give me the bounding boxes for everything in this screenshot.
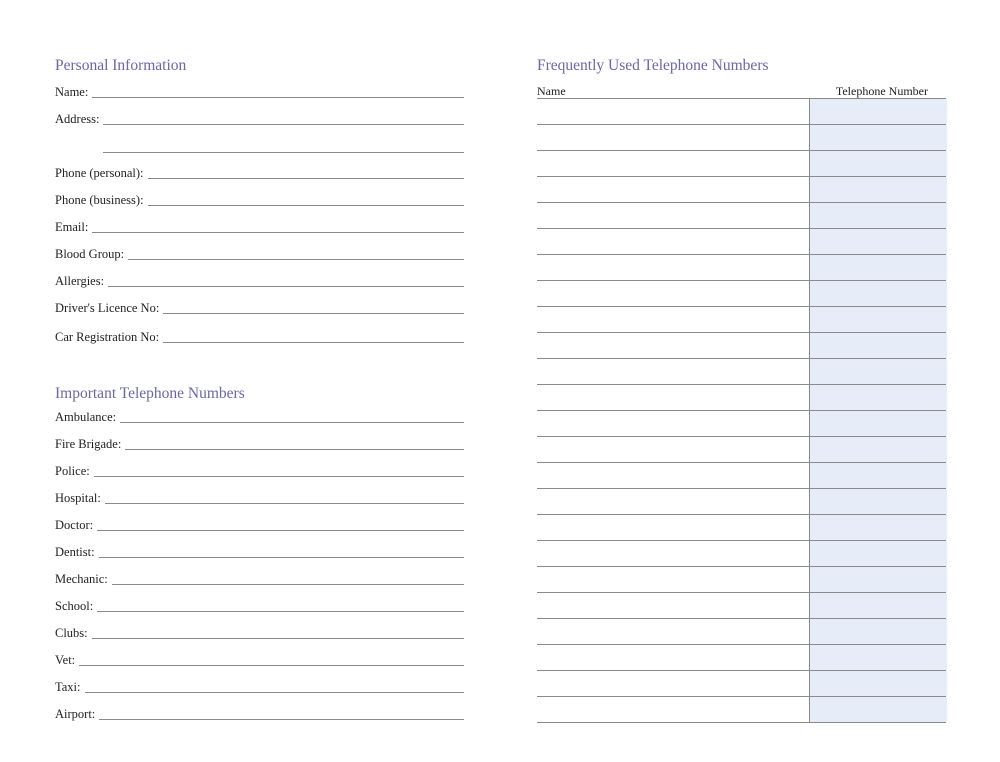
table-body <box>537 99 946 723</box>
table-row <box>537 333 946 359</box>
field-label: Taxi: <box>55 679 81 694</box>
field-name[interactable] <box>55 80 464 100</box>
field-line <box>92 96 464 98</box>
table-row <box>537 671 946 697</box>
name-cell[interactable] <box>537 593 809 618</box>
name-cell[interactable] <box>537 255 809 280</box>
name-cell[interactable] <box>537 385 809 410</box>
table-row <box>537 437 946 463</box>
telephone-cell[interactable] <box>809 437 947 462</box>
telephone-cell[interactable] <box>809 619 947 644</box>
frequent-numbers-table <box>537 84 946 723</box>
field-label: Driver's Licence No: <box>55 300 160 315</box>
field-fire-brigade[interactable] <box>55 432 464 452</box>
table-row <box>537 697 946 723</box>
telephone-cell[interactable] <box>809 671 947 696</box>
frequent-numbers-heading: Frequently Used Telephone Numbers <box>537 57 769 74</box>
field-label: Ambulance: <box>55 409 117 424</box>
telephone-cell[interactable] <box>809 567 947 592</box>
field-school[interactable] <box>55 594 464 614</box>
field-line <box>97 610 464 612</box>
telephone-cell[interactable] <box>809 307 947 332</box>
name-cell[interactable] <box>537 671 809 696</box>
field-label: Mechanic: <box>55 571 108 586</box>
field-doctor[interactable] <box>55 513 464 533</box>
table-row <box>537 255 946 281</box>
telephone-cell[interactable] <box>809 489 947 514</box>
field-label: Phone (business): <box>55 192 144 207</box>
name-cell[interactable] <box>537 697 809 722</box>
field-phone-personal[interactable] <box>55 161 464 181</box>
table-row <box>537 619 946 645</box>
telephone-cell[interactable] <box>809 541 947 566</box>
telephone-cell[interactable] <box>809 359 947 384</box>
telephone-cell[interactable] <box>809 333 947 358</box>
name-cell[interactable] <box>537 437 809 462</box>
field-line <box>120 421 464 423</box>
table-row <box>537 463 946 489</box>
telephone-cell[interactable] <box>809 385 947 410</box>
field-label: Hospital: <box>55 490 101 505</box>
field-label: Fire Brigade: <box>55 436 122 451</box>
field-line <box>112 583 464 585</box>
telephone-cell[interactable] <box>809 125 947 150</box>
name-cell[interactable] <box>537 307 809 332</box>
field-label: School: <box>55 598 94 613</box>
field-line <box>148 177 464 179</box>
telephone-cell[interactable] <box>809 177 947 202</box>
field-mechanic[interactable] <box>55 567 464 587</box>
name-cell[interactable] <box>537 229 809 254</box>
field-line <box>97 529 464 531</box>
telephone-cell[interactable] <box>809 99 947 124</box>
name-cell[interactable] <box>537 151 809 176</box>
field-line <box>105 502 464 504</box>
field-line <box>99 556 464 558</box>
field-phone-business[interactable] <box>55 188 464 208</box>
name-cell[interactable] <box>537 619 809 644</box>
field-vet[interactable] <box>55 648 464 668</box>
field-line <box>163 341 464 343</box>
name-cell[interactable] <box>537 177 809 202</box>
personal-info-heading: Personal Information <box>55 57 187 74</box>
field-label: Name: <box>55 84 89 99</box>
field-drivers-licence[interactable] <box>55 296 464 316</box>
field-email[interactable] <box>55 215 464 235</box>
table-row <box>537 281 946 307</box>
field-line <box>99 718 464 720</box>
field-taxi[interactable] <box>55 675 464 695</box>
table-row <box>537 411 946 437</box>
field-line <box>103 123 464 125</box>
field-label: Car Registration No: <box>55 329 160 344</box>
table-row <box>537 385 946 411</box>
telephone-cell[interactable] <box>809 463 947 488</box>
table-row <box>537 125 946 151</box>
field-blood-group[interactable] <box>55 242 464 262</box>
field-line <box>94 475 464 477</box>
name-cell[interactable] <box>537 281 809 306</box>
field-line <box>79 664 464 666</box>
field-line <box>148 204 464 206</box>
table-row <box>537 567 946 593</box>
field-line <box>163 312 464 314</box>
name-cell[interactable] <box>537 411 809 436</box>
column-header-telephone: Telephone Number <box>835 84 928 98</box>
field-label: Airport: <box>55 706 96 721</box>
name-cell[interactable] <box>537 203 809 228</box>
field-hospital[interactable] <box>55 486 464 506</box>
important-numbers-heading: Important Telephone Numbers <box>55 385 245 402</box>
telephone-cell[interactable] <box>809 593 947 618</box>
name-cell[interactable] <box>537 99 809 124</box>
table-row <box>537 593 946 619</box>
table-row <box>537 99 946 125</box>
telephone-cell[interactable] <box>809 203 947 228</box>
name-cell[interactable] <box>537 489 809 514</box>
telephone-cell[interactable] <box>809 281 947 306</box>
field-clubs[interactable] <box>55 621 464 641</box>
table-row <box>537 515 946 541</box>
field-line <box>108 285 464 287</box>
field-line <box>125 448 464 450</box>
name-cell[interactable] <box>537 645 809 670</box>
table-row <box>537 177 946 203</box>
field-allergies[interactable] <box>55 269 464 289</box>
table-row <box>537 541 946 567</box>
field-car-registration[interactable] <box>55 325 464 345</box>
field-label: Allergies: <box>55 273 105 288</box>
name-cell[interactable] <box>537 515 809 540</box>
name-cell[interactable] <box>537 333 809 358</box>
field-label: Address: <box>55 111 100 126</box>
table-row <box>537 489 946 515</box>
column-header-name: Name <box>537 84 566 98</box>
field-label: Phone (personal): <box>55 165 144 180</box>
field-line <box>92 231 464 233</box>
field-line <box>85 691 464 693</box>
telephone-cell[interactable] <box>809 229 947 254</box>
field-dentist[interactable] <box>55 540 464 560</box>
field-address-line-2[interactable] <box>103 152 464 153</box>
name-cell[interactable] <box>537 359 809 384</box>
telephone-cell[interactable] <box>809 645 947 670</box>
field-label: Vet: <box>55 652 76 667</box>
table-row <box>537 359 946 385</box>
telephone-cell[interactable] <box>809 151 947 176</box>
name-cell[interactable] <box>537 541 809 566</box>
field-label: Dentist: <box>55 544 95 559</box>
table-row <box>537 229 946 255</box>
field-address[interactable] <box>55 107 464 127</box>
field-label: Email: <box>55 219 89 234</box>
field-ambulance[interactable] <box>55 405 464 425</box>
field-label: Doctor: <box>55 517 94 532</box>
field-label: Police: <box>55 463 90 478</box>
table-row <box>537 203 946 229</box>
field-label: Clubs: <box>55 625 88 640</box>
table-header <box>537 84 946 99</box>
field-line <box>92 637 464 639</box>
name-cell[interactable] <box>537 567 809 592</box>
name-cell[interactable] <box>537 463 809 488</box>
telephone-cell[interactable] <box>809 697 947 722</box>
telephone-cell[interactable] <box>809 515 947 540</box>
table-row <box>537 645 946 671</box>
telephone-cell[interactable] <box>809 411 947 436</box>
name-cell[interactable] <box>537 125 809 150</box>
table-row <box>537 307 946 333</box>
field-label: Blood Group: <box>55 246 125 261</box>
field-airport[interactable] <box>55 702 464 722</box>
field-line <box>128 258 464 260</box>
field-police[interactable] <box>55 459 464 479</box>
table-row <box>537 151 946 177</box>
telephone-cell[interactable] <box>809 255 947 280</box>
